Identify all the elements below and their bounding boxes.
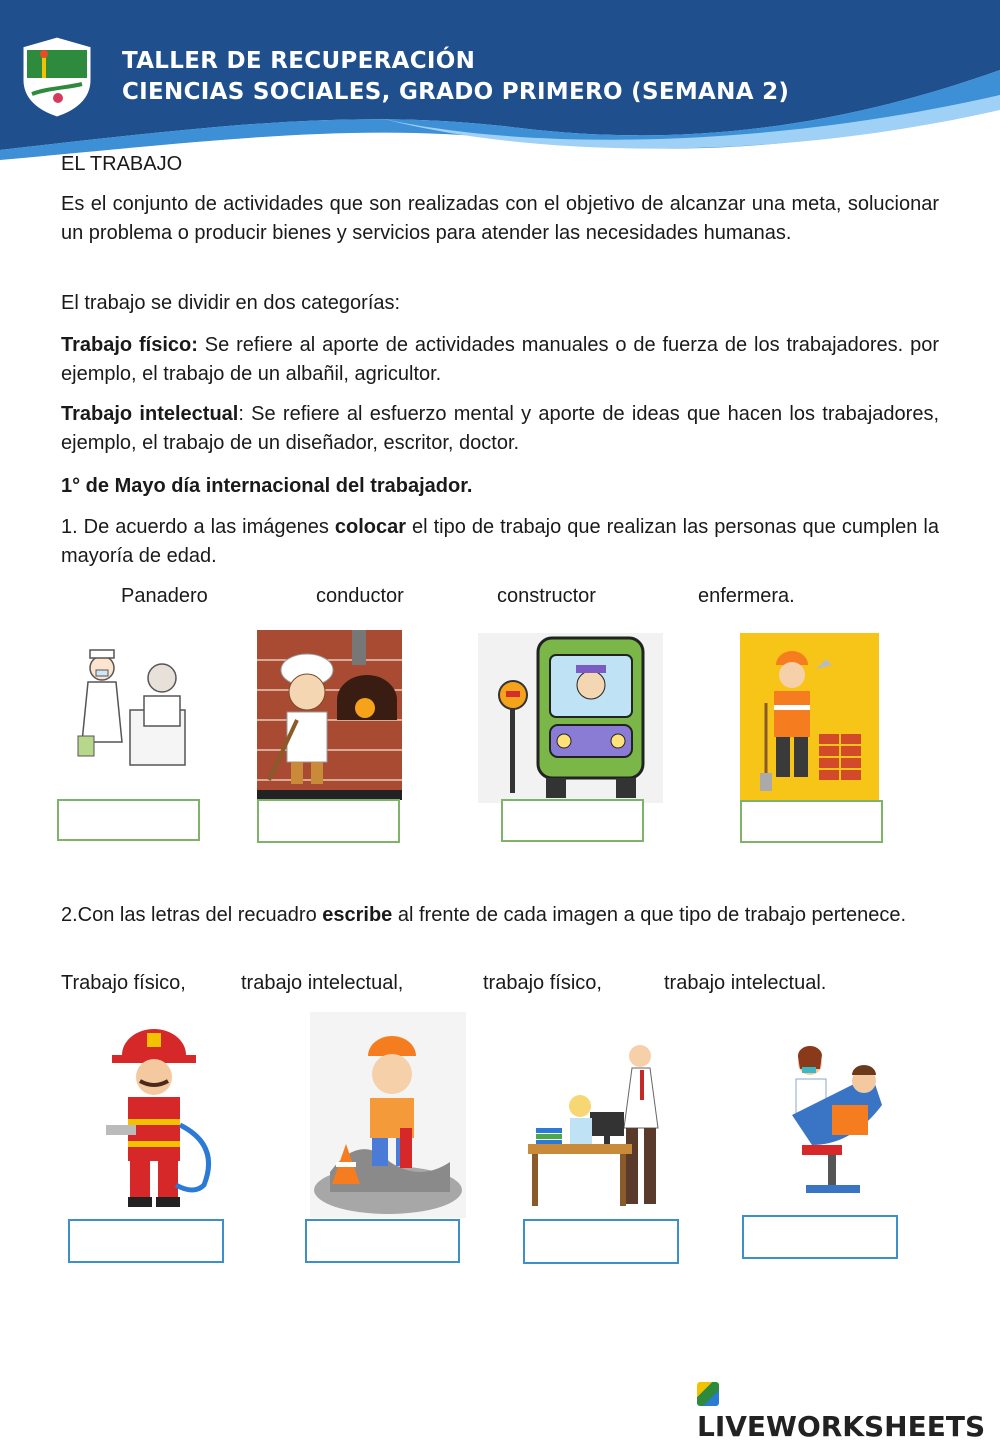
exercise1-instructions bbox=[61, 513, 939, 571]
exercise2-instructions bbox=[61, 901, 939, 930]
worksheet-subtitle: CIENCIAS SOCIALES, GRADO PRIMERO (SEMANA 2) bbox=[122, 79, 790, 105]
intellectual-work-label: Trabajo intelectual bbox=[61, 403, 239, 425]
option-constructor: constructor bbox=[497, 585, 596, 607]
builder-image bbox=[740, 633, 879, 801]
answer-box-7[interactable] bbox=[523, 1219, 679, 1264]
answer-box-5[interactable] bbox=[68, 1219, 224, 1263]
exercise2-keyword: escribe bbox=[322, 904, 393, 926]
intellectual-work-paragraph bbox=[61, 400, 939, 458]
dentist-image bbox=[772, 1045, 892, 1205]
worker-drill-image bbox=[310, 1012, 466, 1218]
physical-work-label: Trabajo físico: bbox=[61, 334, 198, 356]
intellectual-work-text: : Se refiere al esfuerzo mental y aporte de ideas que hacen los trabajadores, ejemplo, el trabajo de un diseñador, escritor, doctor. bbox=[61, 403, 940, 454]
physical-work-text: Se refiere al aporte de actividades manuales o de fuerza de los trabajadores. por ejemplo, el trabajo de un albañil, agricultor. bbox=[61, 334, 939, 385]
option-enfermera: enfermera. bbox=[698, 585, 795, 607]
option-panadero: Panadero bbox=[121, 585, 208, 607]
exercise2-suffix: al frente de cada imagen a que tipo de trabajo pertenece. bbox=[392, 904, 907, 926]
liveworksheets-brand-text: LIVEWORKSHEETS bbox=[697, 1410, 986, 1443]
may-day-note: 1° de Mayo día internacional del trabajador. bbox=[61, 475, 473, 497]
option-trabajo-intelectual-2: trabajo intelectual. bbox=[664, 972, 827, 994]
exercise1-prefix: 1. De acuerdo a las imágenes bbox=[61, 516, 335, 538]
nurse-image bbox=[70, 640, 200, 775]
answer-box-4[interactable] bbox=[740, 800, 883, 843]
answer-box-6[interactable] bbox=[305, 1219, 460, 1263]
option-conductor: conductor bbox=[316, 585, 404, 607]
definition-paragraph: Es el conjunto de actividades que son realizadas con el objetivo de alcanzar una meta, solucionar un problema o producir bienes y servicios para atender las necesidades humanas. bbox=[61, 193, 939, 244]
answer-box-8[interactable] bbox=[742, 1215, 898, 1259]
answer-box-2[interactable] bbox=[257, 799, 400, 843]
categories-intro: El trabajo se dividir en dos categorías: bbox=[61, 292, 401, 314]
liveworksheets-logo bbox=[697, 1377, 1000, 1443]
liveworksheets-brand-icon bbox=[697, 1382, 719, 1406]
exercise1-keyword: colocar bbox=[334, 516, 407, 538]
section-heading: EL TRABAJO bbox=[61, 153, 183, 175]
school-logo bbox=[18, 34, 96, 120]
firefighter-image bbox=[92, 1015, 232, 1210]
office-image bbox=[528, 1040, 678, 1210]
baker-image bbox=[257, 630, 402, 800]
answer-box-3[interactable] bbox=[501, 799, 644, 842]
option-trabajo-fisico-2: trabajo físico, bbox=[483, 972, 602, 994]
exercise1-suffix: el tipo de trabajo que realizan las personas que cumplen la mayoría de edad. bbox=[61, 516, 939, 567]
worksheet-title: TALLER DE RECUPERACIÓN bbox=[122, 48, 476, 74]
answer-box-1[interactable] bbox=[57, 799, 200, 841]
option-trabajo-fisico-1: Trabajo físico, bbox=[61, 972, 186, 994]
page-header bbox=[0, 0, 1000, 160]
option-trabajo-intelectual-1: trabajo intelectual, bbox=[241, 972, 404, 994]
bus-driver-image bbox=[478, 633, 663, 803]
physical-work-paragraph bbox=[61, 331, 939, 389]
exercise2-prefix: 2.Con las letras del recuadro bbox=[61, 904, 323, 926]
